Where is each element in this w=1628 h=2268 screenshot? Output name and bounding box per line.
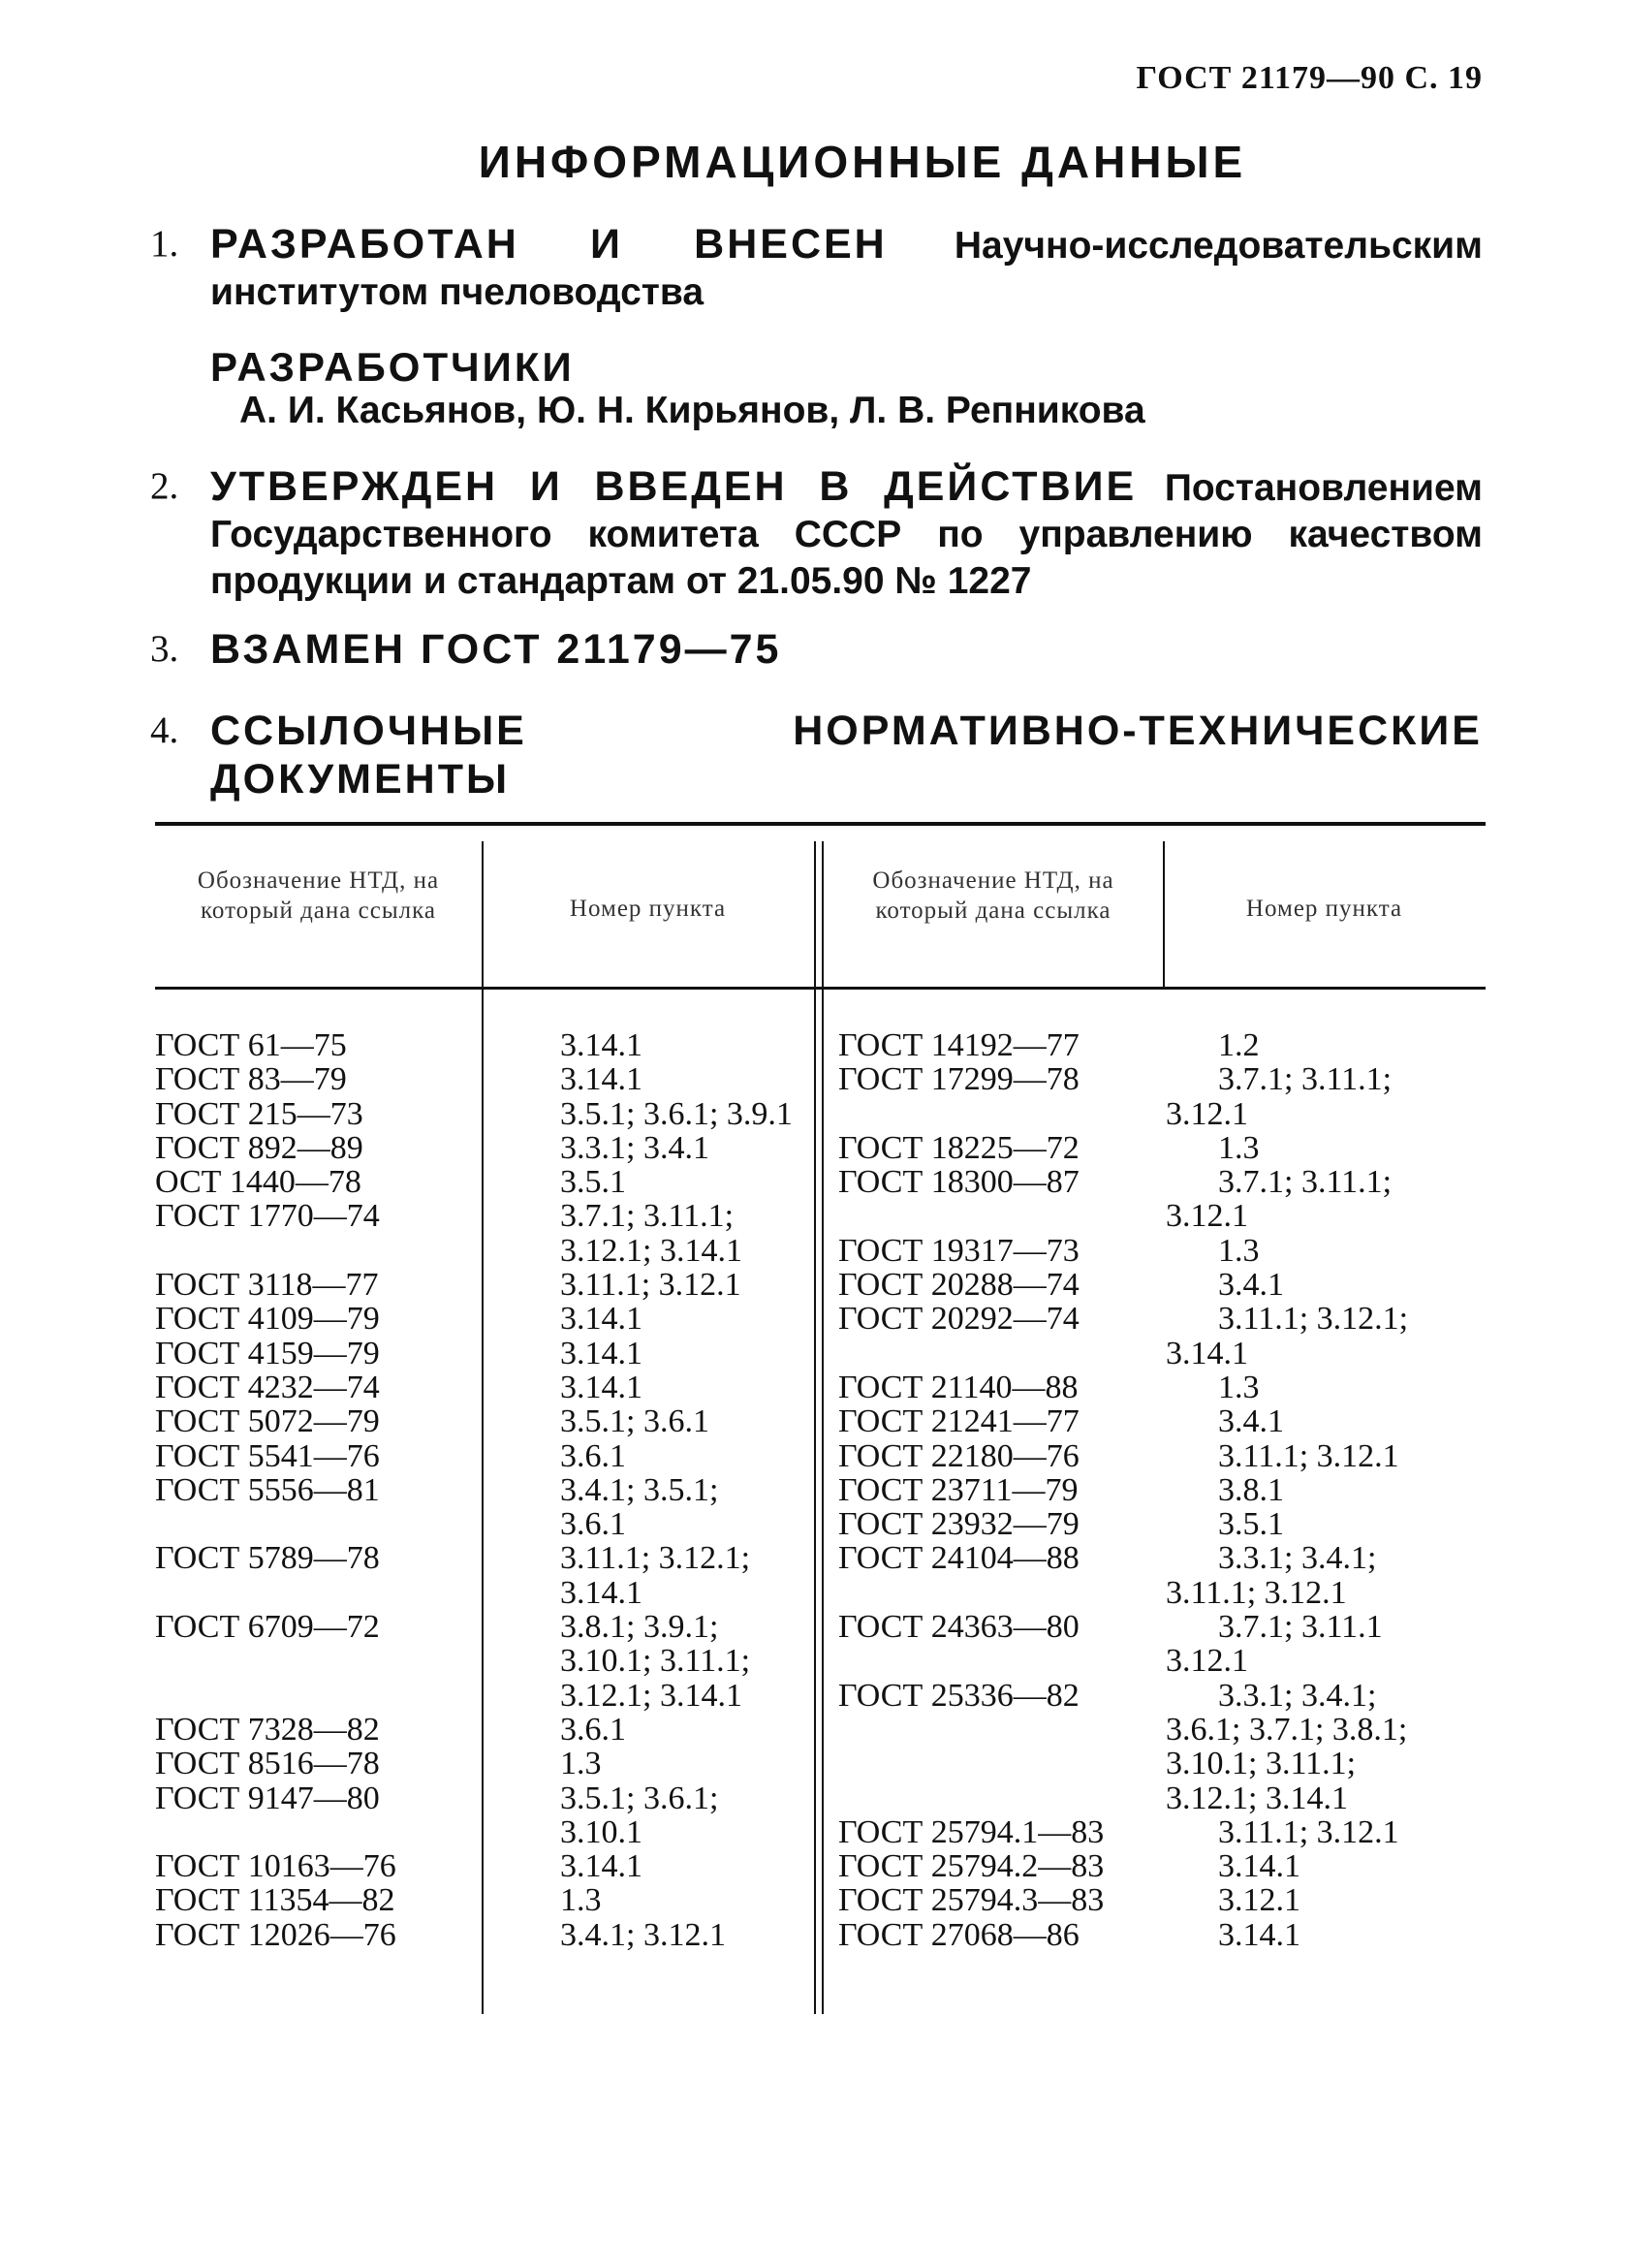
document-designation: ГОСТ 10163—76 (155, 1848, 396, 1885)
clause-number: 3.4.1; 3.12.1 (560, 1916, 726, 1953)
clause-number: 3.14.1 (1218, 1916, 1300, 1953)
table-row (838, 1131, 1486, 1165)
table-row (155, 1541, 814, 1575)
item-number: 1. (150, 223, 179, 265)
references-table (155, 822, 1486, 2022)
clause-number: 3.8.1 (1218, 1471, 1284, 1508)
right-table-body (838, 1028, 1486, 1952)
document-designation: ГОСТ 14192—77 (838, 1027, 1080, 1063)
document-designation: ГОСТ 215—73 (155, 1095, 363, 1132)
table-row (155, 1473, 814, 1507)
table-row (155, 1302, 814, 1336)
table-row (838, 1713, 1486, 1747)
document-designation: ГОСТ 20292—74 (838, 1301, 1080, 1338)
table-row (838, 1199, 1486, 1233)
document-designation: ГОСТ 25794.1—83 (838, 1813, 1105, 1850)
document-designation: ГОСТ 5072—79 (155, 1403, 380, 1440)
table-row (155, 1097, 814, 1131)
table-row (838, 1883, 1486, 1917)
info-item-4 (150, 708, 1483, 804)
table-row (838, 1268, 1486, 1302)
clause-number: 3.6.1 (560, 1506, 626, 1543)
column-header-designation: Обозначение НТД, на который дана ссылка (197, 867, 440, 924)
document-designation: ГОСТ 23711—79 (838, 1471, 1079, 1508)
document-designation: ГОСТ 25794.2—83 (838, 1848, 1105, 1885)
clause-number: 3.11.1; 3.12.1; (1218, 1301, 1409, 1338)
clause-number: 3.12.1 (1166, 1198, 1248, 1235)
info-item-3 (150, 626, 1483, 675)
clause-number: 1.3 (560, 1746, 602, 1782)
clause-number: 3.6.1 (560, 1711, 626, 1748)
table-row (155, 1610, 814, 1644)
column-divider (814, 841, 816, 2014)
document-designation: ГОСТ 18225—72 (838, 1129, 1080, 1166)
clause-number: 3.12.1; 3.14.1 (560, 1677, 742, 1714)
table-row (838, 1302, 1486, 1336)
clause-number: 3.14.1 (1218, 1848, 1300, 1885)
table-row (838, 1062, 1486, 1096)
clause-number: 3.7.1; 3.11.1; (1218, 1164, 1393, 1201)
clause-number: 3.5.1 (560, 1164, 626, 1201)
document-designation: ОСТ 1440—78 (155, 1164, 361, 1201)
table-row (155, 1644, 814, 1678)
document-designation: ГОСТ 23932—79 (838, 1506, 1080, 1543)
clause-number: 3.14.1 (560, 1848, 642, 1885)
item-heading: ССЫЛОЧНЫЕ НОРМАТИВНО-ТЕХНИЧЕСКИЕ ДОКУМЕНТЫ (210, 708, 1483, 803)
clause-number: 3.11.1; 3.12.1 (1218, 1437, 1399, 1474)
table-row (838, 1781, 1486, 1815)
clause-number: 3.5.1; 3.6.1; 3.9.1 (560, 1095, 793, 1132)
clause-number: 3.5.1; 3.6.1 (560, 1403, 709, 1440)
table-top-rule (155, 822, 1486, 826)
document-designation: ГОСТ 27068—86 (838, 1916, 1080, 1953)
clause-number: 3.14.1 (560, 1335, 642, 1371)
table-row (155, 1918, 814, 1952)
clause-number: 1.3 (560, 1882, 602, 1919)
table-row (838, 1404, 1486, 1438)
clause-number: 3.12.1 (1166, 1095, 1248, 1132)
developers-label: РАЗРАБОТЧИКИ (210, 344, 575, 390)
clause-number: 3.3.1; 3.4.1 (560, 1129, 709, 1166)
table-row (838, 1028, 1486, 1062)
clause-number: 3.14.1 (560, 1574, 642, 1611)
clause-number: 3.14.1 (1166, 1335, 1248, 1371)
item-text: Научно-исследовательским институтом пчеловодства (210, 225, 1483, 313)
table-row (838, 1439, 1486, 1473)
document-designation: ГОСТ 8516—78 (155, 1746, 380, 1782)
table-row (838, 1576, 1486, 1610)
table-row (838, 1234, 1486, 1268)
document-designation: ГОСТ 4159—79 (155, 1335, 380, 1371)
document-designation: ГОСТ 18300—87 (838, 1164, 1080, 1201)
clause-number: 1.3 (1218, 1369, 1260, 1405)
document-designation: ГОСТ 19317—73 (838, 1232, 1080, 1269)
clause-number: 3.12.1 (1218, 1882, 1300, 1919)
table-row (155, 1713, 814, 1747)
item-heading: ВЗАМЕН ГОСТ 21179—75 (210, 626, 782, 673)
clause-number: 3.10.1 (560, 1813, 642, 1850)
document-designation: ГОСТ 6709—72 (155, 1609, 380, 1646)
column-header-clause: Номер пункта (1245, 896, 1403, 922)
table-row (155, 1165, 814, 1199)
table-row (155, 1062, 814, 1096)
clause-number: 3.4.1 (1218, 1403, 1284, 1440)
table-row (838, 1337, 1486, 1370)
table-row (838, 1097, 1486, 1131)
table-row (838, 1644, 1486, 1678)
clause-number: 3.5.1 (1218, 1506, 1284, 1543)
document-designation: ГОСТ 24104—88 (838, 1540, 1080, 1577)
clause-number: 3.5.1; 3.6.1; (560, 1780, 719, 1816)
clause-number: 3.4.1 (1218, 1267, 1284, 1304)
document-title: ИНФОРМАЦИОННЫЕ ДАННЫЕ (478, 137, 1247, 187)
clause-number: 3.10.1; 3.11.1; (1166, 1746, 1357, 1782)
clause-number: 3.8.1; 3.9.1; (560, 1609, 719, 1646)
document-designation: ГОСТ 20288—74 (838, 1267, 1080, 1304)
table-row (155, 1337, 814, 1370)
clause-number: 1.2 (1218, 1027, 1260, 1063)
table-row (838, 1679, 1486, 1713)
table-row (838, 1370, 1486, 1404)
table-row (838, 1610, 1486, 1644)
table-row (155, 1268, 814, 1302)
info-item-1 (150, 221, 1483, 316)
document-designation: ГОСТ 21241—77 (838, 1403, 1080, 1440)
table-row (155, 1849, 814, 1883)
table-row (838, 1747, 1486, 1780)
document-designation: ГОСТ 1770—74 (155, 1198, 380, 1235)
table-row (155, 1507, 814, 1541)
table-row (155, 1370, 814, 1404)
table-row (155, 1815, 814, 1849)
table-row (838, 1507, 1486, 1541)
document-designation: ГОСТ 7328—82 (155, 1711, 380, 1748)
document-designation: ГОСТ 5789—78 (155, 1540, 380, 1577)
document-designation: ГОСТ 5541—76 (155, 1437, 380, 1474)
clause-number: 3.12.1 (1166, 1643, 1248, 1680)
document-designation: ГОСТ 4109—79 (155, 1301, 380, 1338)
clause-number: 3.12.1; 3.14.1 (1166, 1780, 1348, 1816)
table-row (155, 1747, 814, 1780)
document-designation: ГОСТ 25336—82 (838, 1677, 1080, 1714)
clause-number: 3.14.1 (560, 1027, 642, 1063)
clause-number: 3.4.1; 3.5.1; (560, 1471, 719, 1508)
page-header: ГОСТ 21179—90 С. 19 (1136, 60, 1483, 96)
document-designation: ГОСТ 12026—76 (155, 1916, 396, 1953)
clause-number: 3.7.1; 3.11.1 (1218, 1609, 1383, 1646)
document-designation: ГОСТ 24363—80 (838, 1609, 1080, 1646)
column-header-designation: Обозначение НТД, на который дана ссылка (872, 867, 1114, 924)
item-heading: РАЗРАБОТАН И ВНЕСЕН (210, 221, 888, 268)
item-number: 4. (150, 709, 179, 751)
left-table-body (155, 1028, 814, 1952)
clause-number: 3.6.1; 3.7.1; 3.8.1; (1166, 1711, 1408, 1748)
document-designation: ГОСТ 11354—82 (155, 1882, 395, 1919)
item-text: Постановлением Государственного комитета СССР по управлению качеством продукции и стандартам от 21.05.90 № 1227 (210, 467, 1483, 602)
document-designation: ГОСТ 25794.3—83 (838, 1882, 1105, 1919)
clause-number: 3.6.1 (560, 1437, 626, 1474)
table-row (155, 1234, 814, 1268)
table-row (155, 1883, 814, 1917)
table-row (155, 1131, 814, 1165)
info-item-2 (150, 463, 1483, 605)
item-number: 3. (150, 628, 179, 670)
clause-number: 3.3.1; 3.4.1; (1218, 1540, 1377, 1577)
table-header-rule (155, 987, 1486, 990)
table-row (155, 1679, 814, 1713)
clause-number: 1.3 (1218, 1232, 1260, 1269)
table-row (838, 1473, 1486, 1507)
clause-number: 3.14.1 (560, 1301, 642, 1338)
table-row (838, 1541, 1486, 1575)
clause-number: 3.7.1; 3.11.1; (560, 1198, 735, 1235)
clause-number: 3.3.1; 3.4.1; (1218, 1677, 1377, 1714)
clause-number: 3.7.1; 3.11.1; (1218, 1061, 1393, 1098)
document-designation: ГОСТ 61—75 (155, 1027, 347, 1063)
table-row (155, 1404, 814, 1438)
document-designation: ГОСТ 83—79 (155, 1061, 347, 1098)
table-row (155, 1781, 814, 1815)
clause-number: 3.10.1; 3.11.1; (560, 1643, 751, 1680)
document-designation: ГОСТ 3118—77 (155, 1267, 379, 1304)
item-number: 2. (150, 465, 179, 507)
table-row (838, 1918, 1486, 1952)
column-divider (822, 841, 824, 2014)
developers-names: А. И. Касьянов, Ю. Н. Кирьянов, Л. В. Репникова (239, 390, 1145, 431)
document-designation: ГОСТ 17299—78 (838, 1061, 1080, 1098)
table-row (155, 1439, 814, 1473)
document-designation: ГОСТ 5556—81 (155, 1471, 380, 1508)
table-row (155, 1028, 814, 1062)
clause-number: 3.11.1; 3.12.1 (1218, 1813, 1399, 1850)
document-designation: ГОСТ 4232—74 (155, 1369, 380, 1405)
document-designation: ГОСТ 21140—88 (838, 1369, 1079, 1405)
table-row (155, 1576, 814, 1610)
column-header-clause: Номер пункта (569, 896, 727, 922)
clause-number: 3.11.1; 3.12.1; (560, 1540, 751, 1577)
document-designation: ГОСТ 9147—80 (155, 1780, 380, 1816)
table-row (838, 1165, 1486, 1199)
clause-number: 3.12.1; 3.14.1 (560, 1232, 742, 1269)
table-row (155, 1199, 814, 1233)
clause-number: 3.11.1; 3.12.1 (1166, 1574, 1347, 1611)
clause-number: 3.11.1; 3.12.1 (560, 1267, 741, 1304)
table-row (838, 1815, 1486, 1849)
clause-number: 3.14.1 (560, 1369, 642, 1405)
clause-number: 1.3 (1218, 1129, 1260, 1166)
document-designation: ГОСТ 892—89 (155, 1129, 363, 1166)
clause-number: 3.14.1 (560, 1061, 642, 1098)
item-heading: УТВЕРЖДЕН И ВВЕДЕН В ДЕЙСТВИЕ (210, 463, 1138, 510)
table-row (838, 1849, 1486, 1883)
document-designation: ГОСТ 22180—76 (838, 1437, 1080, 1474)
